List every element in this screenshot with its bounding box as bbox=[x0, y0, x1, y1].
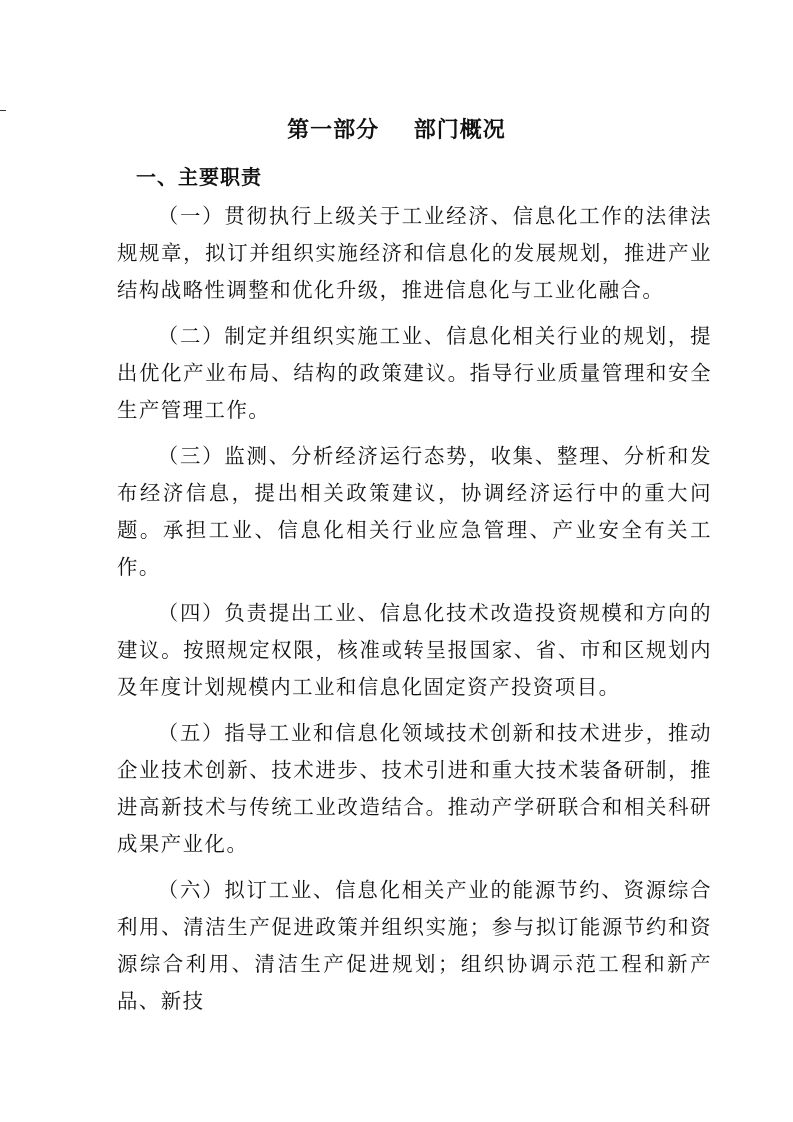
margin-mark bbox=[0, 110, 6, 111]
paragraph-5: （五）指导工业和信息化领域技术创新和技术进步，推动企业技术创新、技术进步、技术引进和重大技术装备研制，推进高新技术与传统工业改造结合。推动产学研联合和相关科研成果产业化。 bbox=[117, 721, 712, 856]
paragraph-3: （三）监测、分析经济运行态势，收集、整理、分析和发布经济信息，提出相关政策建议，协调经济运行中的重大问题。承担工业、信息化相关行业应急管理、产业安全有关工作。 bbox=[117, 444, 712, 579]
body-text bbox=[117, 198, 712, 1029]
paragraph-1: （一）贯彻执行上级关于工业经济、信息化工作的法律法规规章，拟订并组织实施经济和信息化的发展规划，推进产业结构战略性调整和优化升级，推进信息化与工业化融合。 bbox=[117, 204, 712, 302]
section-heading: 一、主要职责 bbox=[136, 165, 262, 189]
page-title: 第一部分 部门概况 bbox=[287, 118, 506, 143]
paragraph-4: （四）负责提出工业、信息化技术改造投资规模和方向的建议。按照规定权限，核准或转呈报国家、省、市和区规划内及年度计划规模内工业和信息化固定资产投资项目。 bbox=[117, 601, 712, 699]
paragraph-2: （二）制定并组织实施工业、信息化相关行业的规划，提出优化产业布局、结构的政策建议。指导行业质量管理和安全生产管理工作。 bbox=[117, 324, 712, 422]
paragraph-6: （六）拟订工业、信息化相关产业的能源节约、资源综合利用、清洁生产促进政策并组织实施；参与拟订能源节约和资源综合利用、清洁生产促进规划；组织协调示范工程和新产品、新技 bbox=[117, 878, 712, 1013]
